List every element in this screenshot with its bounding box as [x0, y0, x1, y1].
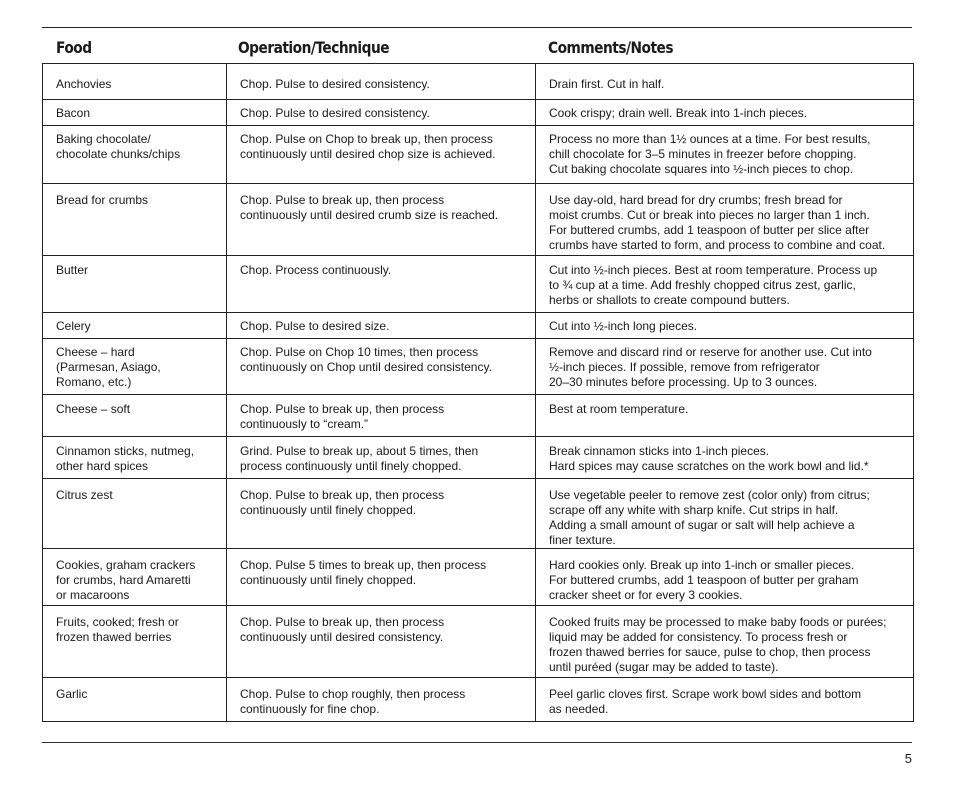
- operation-cell: [227, 606, 536, 678]
- operation-cell: [227, 339, 536, 395]
- operation-cell: [227, 256, 536, 313]
- operation-cell-text: Chop. Pulse to break up, then process continuously until desired crumb size is reached.: [240, 193, 499, 222]
- notes-cell-text: Cut into ½-inch long pieces.: [549, 319, 698, 333]
- notes-cell-text: Break cinnamon sticks into 1-inch pieces. Hard spices may cause scratches on the work bowl and lid.*: [549, 444, 869, 473]
- table-row: [43, 606, 914, 678]
- food-cell-text: Bacon: [56, 106, 91, 120]
- table-row: [43, 313, 914, 339]
- notes-cell-text: Hard cookies only. Break up into 1-inch or smaller pieces. For buttered crumbs, add 1 teaspoon of butter per graham cracker sheet or for every 3 cookies.: [549, 558, 859, 602]
- operation-cell-text: Chop. Pulse to desired size.: [240, 319, 390, 333]
- food-cell: [43, 256, 227, 313]
- notes-cell: [536, 256, 914, 313]
- notes-cell: [536, 395, 914, 437]
- food-processing-table: [42, 63, 914, 722]
- food-cell-text: Baking chocolate/ chocolate chunks/chips: [56, 132, 181, 161]
- food-cell-text: Cheese – soft: [56, 402, 131, 416]
- food-cell: [43, 437, 227, 479]
- notes-cell-text: Best at room temperature.: [549, 402, 689, 416]
- notes-cell: [536, 100, 914, 126]
- notes-cell-text: Peel garlic cloves first. Scrape work bowl sides and bottom as needed.: [549, 687, 862, 716]
- food-cell-text: Garlic: [56, 687, 88, 701]
- table-row: [43, 395, 914, 437]
- operation-cell: [227, 479, 536, 549]
- page-number: 5: [904, 751, 912, 766]
- notes-cell-text: Drain first. Cut in half.: [549, 77, 665, 91]
- notes-cell-text: Process no more than 1½ ounces at a time. For best results, chill chocolate for 3–5 minutes in freezer before chopping. Cut baking chocolate squares into ½-inch pieces to chop.: [549, 132, 871, 176]
- food-cell: [43, 395, 227, 437]
- operation-cell-text: Chop. Process continuously.: [240, 263, 392, 277]
- operation-cell-text: Chop. Pulse to desired consistency.: [240, 77, 430, 91]
- operation-cell-text: Chop. Pulse on Chop 10 times, then process continuously on Chop until desired consistency.: [240, 345, 492, 374]
- operation-cell: [227, 100, 536, 126]
- table-body: [43, 64, 914, 722]
- food-cell-text: Bread for crumbs: [56, 193, 149, 207]
- operation-cell: [227, 395, 536, 437]
- food-cell: [43, 678, 227, 722]
- operation-cell-text: Chop. Pulse 5 times to break up, then process continuously until finely chopped.: [240, 558, 487, 587]
- notes-cell: [536, 184, 914, 256]
- notes-cell-text: Remove and discard rind or reserve for another use. Cut into ½-inch pieces. If possible, remove from refrigerator 20–30 minutes before processing. Up to 3 ounces.: [549, 345, 872, 389]
- operation-cell-text: Chop. Pulse to break up, then process continuously until desired consistency.: [240, 615, 445, 644]
- notes-cell-text: Cook crispy; drain well. Break into 1-inch pieces.: [549, 106, 808, 120]
- header-notes: Comments/Notes: [548, 38, 673, 57]
- food-cell-text: Fruits, cooked; fresh or frozen thawed berries: [56, 615, 179, 644]
- notes-cell: [536, 479, 914, 549]
- operation-cell: [227, 184, 536, 256]
- operation-cell-text: Chop. Pulse to break up, then process continuously until finely chopped.: [240, 488, 445, 517]
- notes-cell-text: Cut into ½-inch pieces. Best at room temperature. Process up to ¾ cup at a time. Add freshly chopped citrus zest, garlic, herbs or shallots to create compound butters.: [549, 263, 878, 307]
- notes-cell-text: Use day-old, hard bread for dry crumbs; fresh bread for moist crumbs. Cut or break into pieces no larger than 1 inch. For buttered crumbs, add 1 teaspoon of butter per slice after crumbs have started to form, and process to combine and coat.: [549, 193, 886, 252]
- table-row: [43, 64, 914, 100]
- operation-cell: [227, 126, 536, 184]
- notes-cell: [536, 339, 914, 395]
- food-cell: [43, 606, 227, 678]
- food-cell: [43, 64, 227, 100]
- operation-cell: [227, 64, 536, 100]
- notes-cell: [536, 678, 914, 722]
- food-cell-text: Cinnamon sticks, nutmeg, other hard spices: [56, 444, 195, 473]
- food-cell: [43, 100, 227, 126]
- notes-cell-text: Cooked fruits may be processed to make baby foods or purées; liquid may be added for consistency. To process fresh or frozen thawed berries for sauce, pulse to chop, then process until puréed (sugar may be added to taste).: [549, 615, 887, 674]
- table-row: [43, 678, 914, 722]
- food-cell-text: Celery: [56, 319, 91, 333]
- operation-cell-text: Chop. Pulse to chop roughly, then process continuously for fine chop.: [240, 687, 466, 716]
- top-rule: [42, 27, 912, 28]
- notes-cell: [536, 126, 914, 184]
- notes-cell: [536, 313, 914, 339]
- operation-cell-text: Grind. Pulse to break up, about 5 times, then process continuously until finely chopped.: [240, 444, 479, 473]
- food-cell: [43, 479, 227, 549]
- operation-cell-text: Chop. Pulse on Chop to break up, then process continuously until desired chop size is achieved.: [240, 132, 496, 161]
- operation-cell: [227, 437, 536, 479]
- operation-cell-text: Chop. Pulse to break up, then process continuously to “cream.”: [240, 402, 445, 431]
- table-row: [43, 437, 914, 479]
- table-row: [43, 126, 914, 184]
- table-row: [43, 184, 914, 256]
- notes-cell-text: Use vegetable peeler to remove zest (color only) from citrus; scrape off any white with sharp knife. Cut strips in half. Adding a small amount of sugar or salt will help achieve a finer texture.: [549, 488, 870, 547]
- table-header: [0, 38, 954, 62]
- food-cell: [43, 313, 227, 339]
- food-cell-text: Anchovies: [56, 77, 112, 91]
- operation-cell: [227, 313, 536, 339]
- notes-cell: [536, 64, 914, 100]
- table-row: [43, 549, 914, 606]
- food-cell-text: Cheese – hard (Parmesan, Asiago, Romano, etc.): [56, 345, 161, 389]
- notes-cell: [536, 437, 914, 479]
- table-row: [43, 100, 914, 126]
- header-food: Food: [56, 38, 92, 57]
- table-row: [43, 256, 914, 313]
- header-operation: Operation/Technique: [238, 38, 390, 57]
- notes-cell: [536, 549, 914, 606]
- table-row: [43, 339, 914, 395]
- food-cell: [43, 549, 227, 606]
- food-cell: [43, 339, 227, 395]
- food-cell-text: Cookies, graham crackers for crumbs, hard Amaretti or macaroons: [56, 558, 196, 602]
- food-cell-text: Butter: [56, 263, 89, 277]
- operation-cell: [227, 549, 536, 606]
- bottom-rule: [42, 742, 912, 743]
- table-row: [43, 479, 914, 549]
- notes-cell: [536, 606, 914, 678]
- operation-cell: [227, 678, 536, 722]
- food-cell-text: Citrus zest: [56, 488, 113, 502]
- operation-cell-text: Chop. Pulse to desired consistency.: [240, 106, 430, 120]
- food-cell: [43, 184, 227, 256]
- food-cell: [43, 126, 227, 184]
